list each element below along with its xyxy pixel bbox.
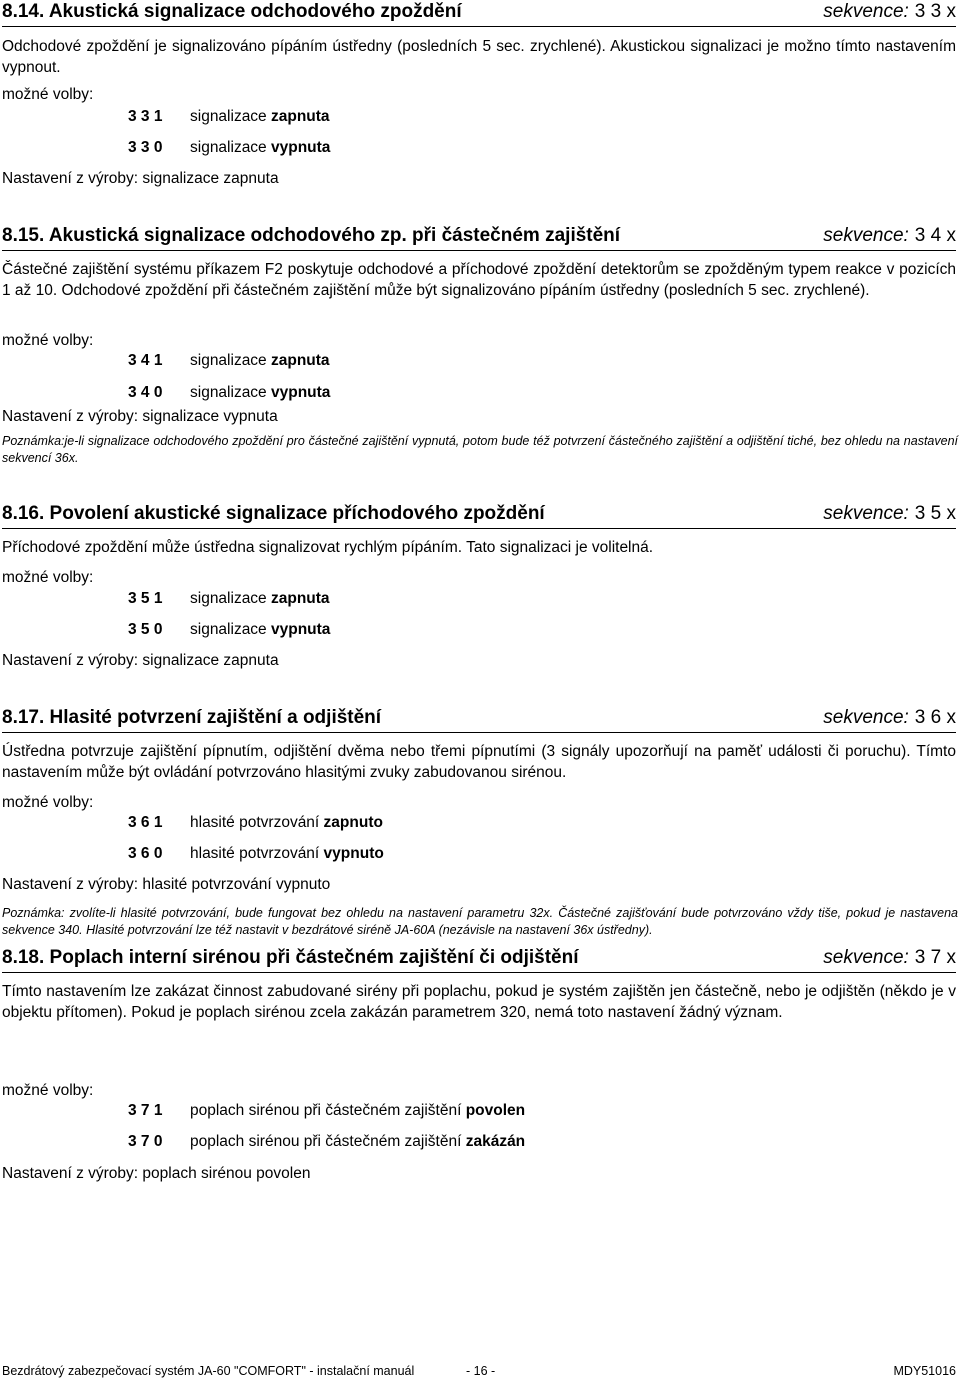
- option-text: signalizace: [190, 108, 271, 125]
- section-heading: [2, 946, 956, 973]
- section-description: Příchodové zpoždění může ústředna signalizovat rychlým pípáním. Tato signalizaci je volitelná.: [2, 539, 654, 556]
- footer-manual-title: Bezdrátový zabezpečovací systém JA-60 "COMFORT" - instalační manuál: [2, 1364, 415, 1378]
- sequence-label: sekvence:: [823, 1, 909, 22]
- options-label: možné volby:: [2, 794, 94, 811]
- option-code: 3 6 1: [128, 814, 163, 831]
- option-code: 3 3 1: [128, 108, 163, 125]
- sequence-label: sekvence:: [823, 947, 909, 968]
- section-title: 8.16. Povolení akustické signalizace příchodového zpoždění: [2, 503, 545, 524]
- option-code: 3 5 0: [128, 621, 163, 638]
- section-heading: [2, 224, 956, 251]
- option-text: signalizace: [190, 590, 271, 607]
- option-code: 3 5 1: [128, 590, 163, 607]
- option-row: [128, 1132, 525, 1152]
- option-text: poplach sirénou při částečném zajištění: [190, 1133, 466, 1150]
- option-row: [128, 1101, 525, 1121]
- sequence-code: [823, 224, 956, 248]
- option-row: [128, 138, 330, 158]
- option-value: zapnuta: [271, 108, 330, 125]
- option-value: vypnuta: [271, 139, 331, 156]
- sequence-label: sekvence:: [823, 225, 909, 246]
- option-row: [128, 107, 330, 127]
- option-row: [128, 813, 383, 833]
- section-note: Poznámka:je-li signalizace odchodového zpoždění pro částečné zajištění vypnutá, potom bude též potvrzení částečného zajištění a odjištění tiché, bez ohledu na nastavení sekvencí 36x.: [2, 434, 958, 465]
- option-value: zakázán: [465, 1133, 526, 1150]
- sequence-label: sekvence:: [823, 503, 909, 524]
- sequence-code: [823, 706, 956, 730]
- section-heading: [2, 0, 956, 27]
- section-description: Částečné zajištění systému příkazem F2 poskytuje odchodové a příchodové zpoždění detektorům se zpožděným typem reakce v pozicích 1 až 10. Odchodové zpoždění při částečném zajištění může být signalizováno pípáním ústředny (posledních 5 sec. zrychlené).: [2, 261, 956, 299]
- section-title: 8.18. Poplach interní sirénou při částečném zajištění či odjištění: [2, 947, 579, 968]
- option-value: povolen: [465, 1102, 526, 1119]
- sequence-code: [823, 502, 956, 526]
- option-code: 3 6 0: [128, 845, 163, 862]
- option-value: vypnuta: [271, 384, 331, 401]
- section-heading: [2, 502, 956, 529]
- options-label: možné volby:: [2, 332, 94, 349]
- section-title: 8.15. Akustická signalizace odchodového zp. při částečném zajištění: [2, 225, 621, 246]
- option-code: 3 4 0: [128, 384, 163, 401]
- option-row: [128, 589, 330, 609]
- sequence-code: [823, 946, 956, 970]
- option-row: [128, 844, 384, 864]
- footer-document-code: MDY51016: [893, 1364, 956, 1378]
- option-row: [128, 383, 330, 403]
- option-code: 3 4 1: [128, 352, 163, 369]
- sequence-code: [823, 0, 956, 24]
- factory-default: Nastavení z výroby: signalizace zapnuta: [2, 652, 279, 669]
- option-row: [128, 351, 330, 371]
- sequence-label: sekvence:: [823, 707, 909, 728]
- factory-default: Nastavení z výroby: signalizace vypnuta: [2, 408, 278, 425]
- option-text: poplach sirénou při částečném zajištění: [190, 1102, 466, 1119]
- option-text: hlasité potvrzování: [190, 845, 324, 862]
- option-value: zapnuta: [271, 352, 330, 369]
- sequence-value: 3 7 x: [914, 947, 956, 968]
- section-heading: [2, 706, 956, 733]
- section-title: 8.17. Hlasité potvrzení zajištění a odjištění: [2, 707, 382, 728]
- option-value: zapnuta: [271, 590, 330, 607]
- section-description: Odchodové zpoždění je signalizováno pípáním ústředny (posledních 5 sec. zrychlené). Akustickou signalizaci je možno tímto nastavením vypnout.: [2, 38, 956, 76]
- option-value: zapnuto: [323, 814, 383, 831]
- factory-default: Nastavení z výroby: hlasité potvrzování vypnuto: [2, 876, 331, 893]
- option-code: 3 7 0: [128, 1133, 163, 1150]
- sequence-value: 3 5 x: [914, 503, 956, 524]
- factory-default: Nastavení z výroby: poplach sirénou povolen: [2, 1165, 311, 1182]
- option-text: hlasité potvrzování: [190, 814, 324, 831]
- option-text: signalizace: [190, 352, 271, 369]
- options-label: možné volby:: [2, 86, 94, 103]
- option-value: vypnuta: [271, 621, 331, 638]
- footer-page-number: - 16 -: [466, 1364, 496, 1378]
- option-row: [128, 620, 330, 640]
- section-title: 8.14. Akustická signalizace odchodového zpoždění: [2, 1, 462, 22]
- option-code: 3 3 0: [128, 139, 163, 156]
- option-text: signalizace: [190, 384, 271, 401]
- option-code: 3 7 1: [128, 1102, 163, 1119]
- option-text: signalizace: [190, 621, 271, 638]
- factory-default: Nastavení z výroby: signalizace zapnuta: [2, 170, 279, 187]
- option-value: vypnuto: [323, 845, 384, 862]
- section-note: Poznámka: zvolíte-li hlasité potvrzování, bude fungovat bez ohledu na nastavení parametru 32x. Částečné zajišťování bude potvrzováno vždy tiše, pokud je nastavena sekvence 340. Hlasité potvrzování lze též nastavit v bezdrátové siréně JA-60A (nezávisle na nastavení 36x ústředny).: [2, 906, 958, 937]
- sequence-value: 3 6 x: [914, 707, 956, 728]
- sequence-value: 3 3 x: [914, 1, 956, 22]
- option-text: signalizace: [190, 139, 271, 156]
- options-label: možné volby:: [2, 569, 94, 586]
- sequence-value: 3 4 x: [914, 225, 956, 246]
- section-description: Ústředna potvrzuje zajištění pípnutím, odjištění dvěma nebo třemi pípnutími (3 signály upozorňují na paměť události či poruchu). Tímto nastavením může být ovládání potvrzováno hlasitými zvuky zabudovanou sirénou.: [2, 743, 956, 781]
- options-label: možné volby:: [2, 1082, 94, 1099]
- section-description: Tímto nastavením lze zakázat činnost zabudované sirény při poplachu, pokud je systém zajištěn jen částečně, nebo je odjištěn (někdo je v objektu přítomen). Pokud je poplach sirénou zcela zakázán parametrem 320, nemá toto nastavení žádný význam.: [2, 983, 956, 1021]
